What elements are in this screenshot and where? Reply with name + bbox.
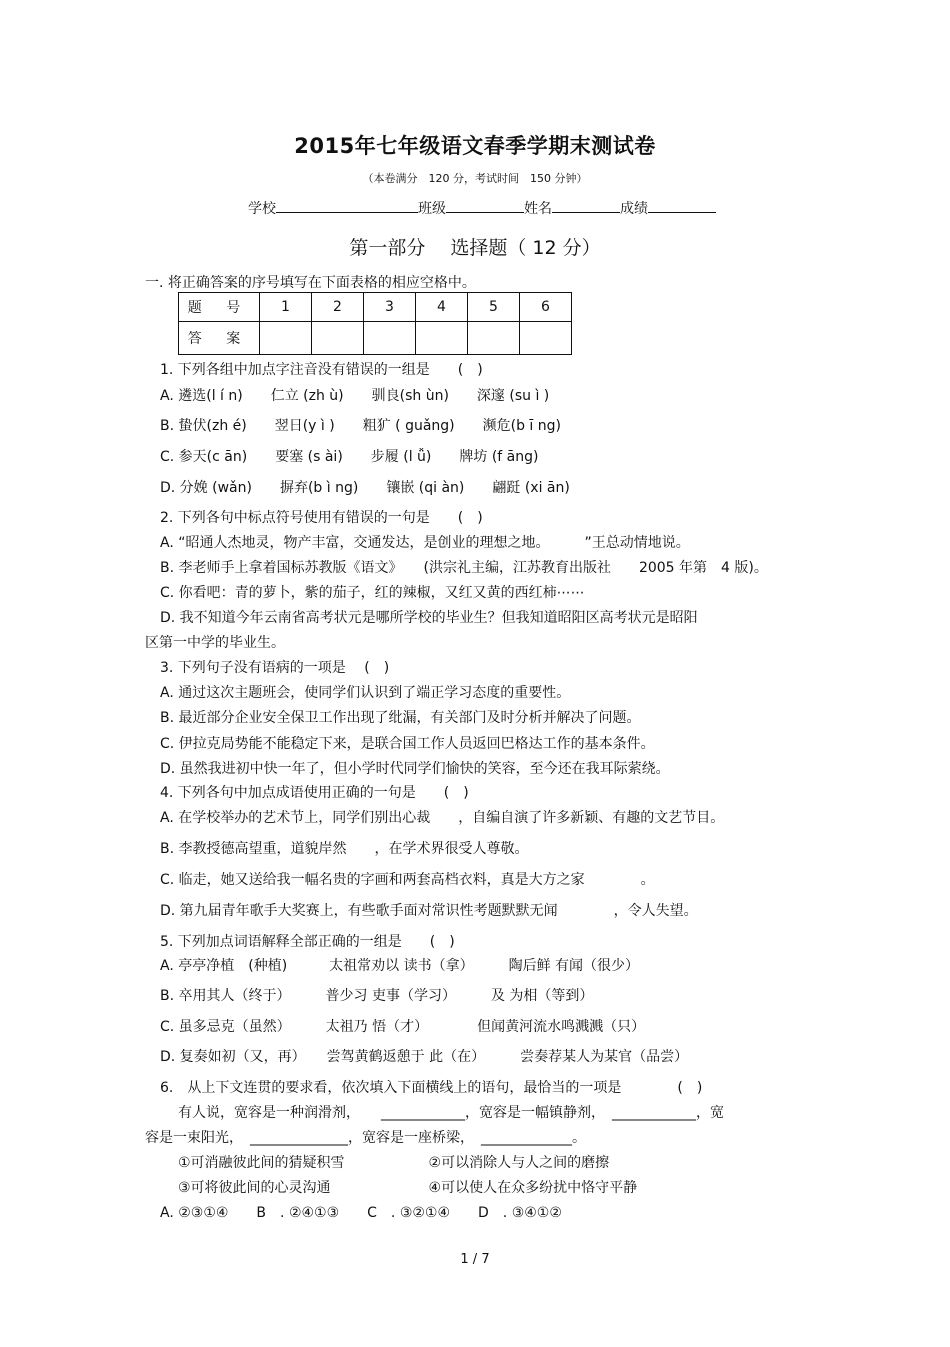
- text-line: D. 分娩 (wǎn) 摒弃(b ì ng) 镶嵌 (qi àn) 翩跹 (xi ān): [160, 480, 570, 496]
- score-label: 成绩: [620, 201, 648, 217]
- answer-cell[interactable]: [312, 322, 364, 355]
- text-line: C. 临走，她又送给我一幅名贵的字画和两套高档衣料，真是大方之家 。: [160, 872, 655, 888]
- text-line: D. 我不知道今年云南省高考状元是哪所学校的毕业生？但我知道昭阳区高考状元是昭阳: [160, 610, 698, 626]
- school-label: 学校: [248, 201, 276, 217]
- text-line: 1. 下列各组中加点字注音没有错误的一组是 ( ): [160, 362, 483, 378]
- text-line: D. 复奏如初（又，再） 尝驾黄鹤返憩于 此（在） 尝奏荐某人为某官（品尝）: [160, 1049, 689, 1065]
- text-line: 区第一中学的毕业生。: [145, 635, 285, 651]
- table-number-cell: 5: [468, 293, 520, 322]
- answer-cell[interactable]: [416, 322, 468, 355]
- answer-cell[interactable]: [260, 322, 312, 355]
- text-line: ①可消融彼此间的猜疑积雪 ②可以消除人与人之间的磨擦: [178, 1155, 610, 1171]
- text-line: C. 你看吧：青的萝卜，紫的茄子，红的辣椒，又红又黄的西红柿⋯⋯: [160, 585, 585, 601]
- text-line: C. 伊拉克局势能不能稳定下来，是联合国工作人员返回巴格达工作的基本条件。: [160, 736, 655, 752]
- instruction: 一. 将正确答案的序号填写在下面表格的相应空格中。: [145, 275, 476, 291]
- text-line: B. 卒用其人（终于） 普少习 吏事（学习） 及 为相（等到）: [160, 988, 594, 1004]
- text-line: B. 李教授德高望重，道貌岸然 ，在学术界很受人尊敬。: [160, 841, 529, 857]
- table-number-cell: 6: [520, 293, 572, 322]
- text-line: D. 第九届青年歌手大奖赛上，有些歌手面对常识性考题默默无闻 ，令人失望。: [160, 903, 698, 919]
- text-line: C. 参天(c ān) 要塞 (s ài) 步履 (l ǚ) 牌坊 (f āng): [160, 449, 539, 465]
- page-title: 2015年七年级语文春季学期末测试卷: [294, 134, 656, 158]
- text-line: A. 遴选(l í n) 仁立 (zh ù) 驯良(sh ùn) 深邃 (su ì ): [160, 388, 550, 404]
- table-label-answer: 答 案: [179, 322, 260, 355]
- score-blank[interactable]: [648, 196, 716, 213]
- text-line: 2. 下列各句中标点符号使用有错误的一句是 ( ): [160, 510, 483, 526]
- table-number-cell: 4: [416, 293, 468, 322]
- text-line: A. ②③①④ B . ②④①③ C . ③②①④ D . ③④①②: [160, 1205, 562, 1221]
- class-blank[interactable]: [446, 196, 524, 213]
- table-label-number: 题 号: [179, 293, 260, 322]
- text-line: 有人说，宽容是一种润滑剂， ____________，宽容是一幅镇静剂， ____________，宽: [178, 1105, 724, 1121]
- text-line: 6. 从上下文连贯的要求看，依次填入下面横线上的语句，最恰当的一项是 ( ): [160, 1080, 703, 1096]
- text-line: A. “昭通人杰地灵，物产丰富，交通发达，是创业的理想之地。 ”王总动情地说。: [160, 535, 690, 551]
- exam-info: （本卷满分 120 分，考试时间 150 分钟）: [362, 172, 588, 185]
- class-label: 班级: [418, 201, 446, 217]
- text-line: 3. 下列句子没有语病的一项是 ( ): [160, 660, 390, 676]
- page-number: 1 / 7: [460, 1252, 490, 1267]
- name-blank[interactable]: [552, 196, 620, 213]
- text-line: 5. 下列加点词语解释全部正确的一组是 ( ): [160, 934, 455, 950]
- part1-title: 第一部分 选择题（ 12 分）: [349, 237, 601, 259]
- text-line: B. 最近部分企业安全保卫工作出现了纰漏，有关部门及时分析并解决了问题。: [160, 710, 641, 726]
- school-blank[interactable]: [276, 196, 418, 213]
- text-line: 容是一束阳光， ______________，宽容是一座桥梁， _____________。: [145, 1130, 586, 1146]
- table-number-cell: 3: [364, 293, 416, 322]
- text-line: A. 通过这次主题班会，使同学们认识到了端正学习态度的重要性。: [160, 685, 571, 701]
- answer-cell[interactable]: [520, 322, 572, 355]
- text-line: C. 虽多忌克（虽然） 太祖乃 悟（才） 但闻黄河流水鸣溅溅（只）: [160, 1019, 646, 1035]
- text-line: ③可将彼此间的心灵沟通 ④可以使人在众多纷扰中恪守平静: [178, 1180, 638, 1196]
- answer-cell[interactable]: [364, 322, 416, 355]
- student-info-line: [248, 196, 716, 218]
- answer-table-answer-row: [179, 322, 572, 355]
- text-line: B. 蛰伏(zh é) 翌日(y ì ) 粗犷 ( guǎng) 濒危(b ī ng): [160, 418, 561, 434]
- answer-table: [178, 292, 572, 355]
- text-line: A. 在学校举办的艺术节上，同学们别出心裁 ，自编自演了许多新颖、有趣的文艺节目。: [160, 810, 725, 826]
- text-line: D. 虽然我进初中快一年了，但小学时代同学们愉快的笑容，至今还在我耳际萦绕。: [160, 761, 670, 777]
- text-line: 4. 下列各句中加点成语使用正确的一句是 ( ): [160, 785, 469, 801]
- table-number-cell: 1: [260, 293, 312, 322]
- name-label: 姓名: [524, 201, 552, 217]
- text-line: B. 李老师手上拿着国标苏教版《语文》 (洪宗礼主编，江苏教育出版社 2005 年第 4 版)。: [160, 560, 768, 576]
- table-number-cell: 2: [312, 293, 364, 322]
- text-line: A. 亭亭净植 (种植) 太祖常劝以 读书（拿） 陶后鲜 有闻（很少）: [160, 958, 640, 974]
- answer-cell[interactable]: [468, 322, 520, 355]
- answer-table-header-row: [179, 293, 572, 322]
